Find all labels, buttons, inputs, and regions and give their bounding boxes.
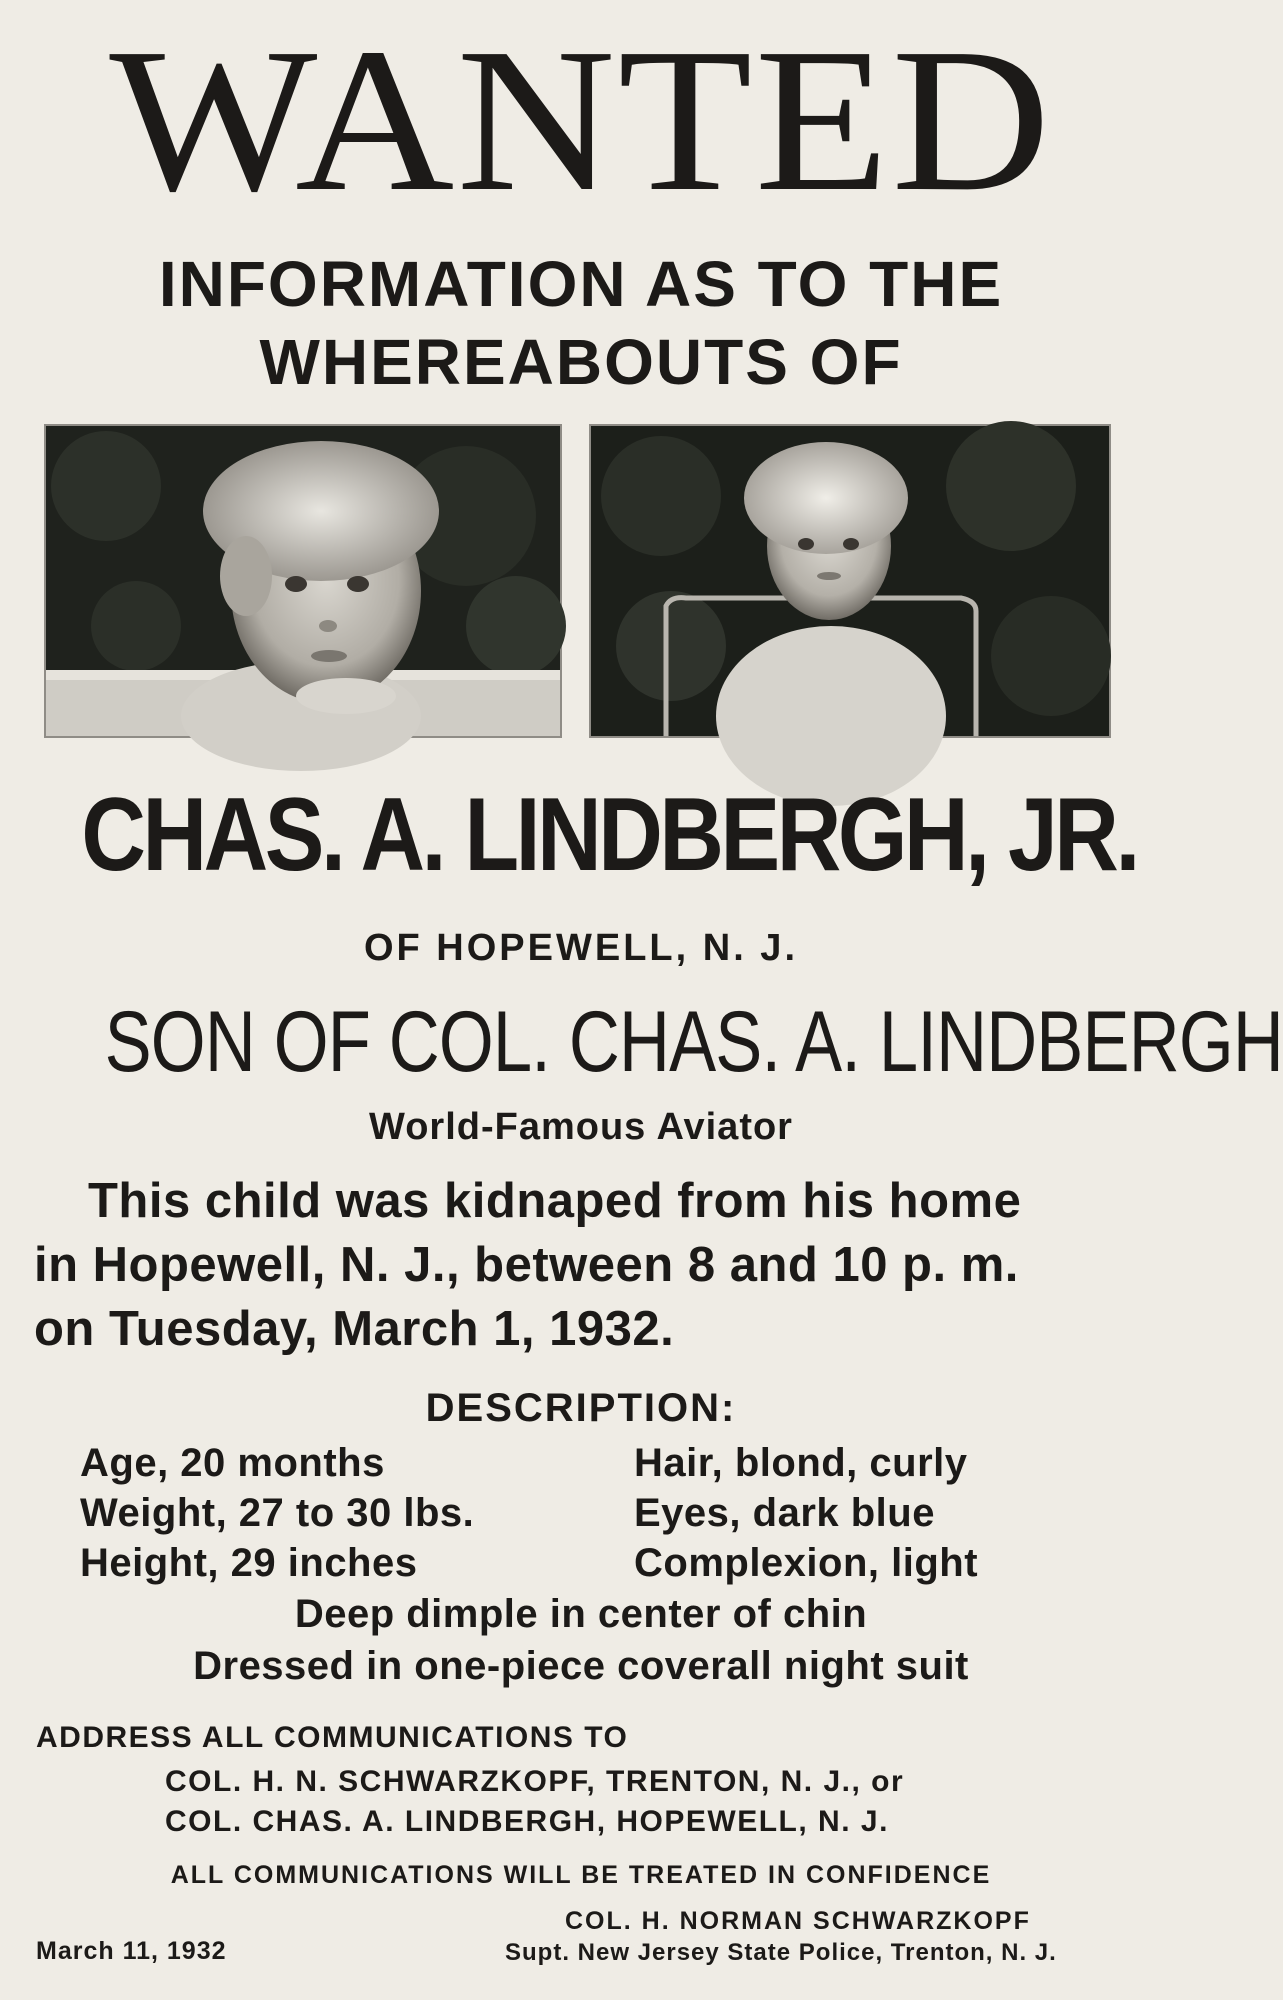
description-heading: DESCRIPTION:: [425, 1386, 737, 1430]
address-line-1: COL. H. N. SCHWARZKOPF, TRENTON, N. J., or: [165, 1765, 905, 1798]
body-line-2: in Hopewell, N. J., between 8 and 10 p. m.: [34, 1238, 1019, 1292]
info-line-1: INFORMATION AS TO THE: [158, 248, 1004, 320]
body-line-3: on Tuesday, March 1, 1932.: [34, 1302, 675, 1356]
description-dimple: Deep dimple in center of chin: [294, 1592, 868, 1636]
body-line-1: This child was kidnaped from his home: [88, 1174, 1022, 1228]
address-line-2: COL. CHAS. A. LINDBERGH, HOPEWELL, N. J.: [165, 1805, 889, 1838]
child-portrait-left: [44, 424, 562, 738]
signature-name: COL. H. NORMAN SCHWARZKOPF: [565, 1907, 1031, 1935]
description-eyes: Eyes, dark blue: [634, 1491, 935, 1535]
description-weight: Weight, 27 to 30 lbs.: [80, 1491, 475, 1535]
info-line-2: WHEREABOUTS OF: [259, 326, 903, 398]
parent-line: SON OF COL. CHAS. A. LINDBERGH: [104, 994, 1283, 1090]
child-name: CHAS. A. LINDBERGH, JR.: [81, 777, 1137, 893]
child-portrait-right: [589, 424, 1111, 738]
address-heading: ADDRESS ALL COMMUNICATIONS TO: [36, 1721, 629, 1754]
headline: WANTED: [109, 5, 1053, 234]
signature-title: Supt. New Jersey State Police, Trenton, N. J.: [505, 1939, 1057, 1966]
description-hair: Hair, blond, curly: [634, 1441, 968, 1485]
description-clothing: Dressed in one-piece coverall night suit: [193, 1644, 969, 1688]
confidence-note: ALL COMMUNICATIONS WILL BE TREATED IN CONFIDENCE: [170, 1861, 992, 1889]
description-age: Age, 20 months: [80, 1441, 385, 1485]
poster-date: March 11, 1932: [36, 1937, 227, 1965]
description-height: Height, 29 inches: [80, 1541, 418, 1585]
description-complexion: Complexion, light: [634, 1541, 979, 1585]
parent-note: World-Famous Aviator: [369, 1106, 793, 1148]
hometown: OF HOPEWELL, N. J.: [363, 927, 799, 969]
